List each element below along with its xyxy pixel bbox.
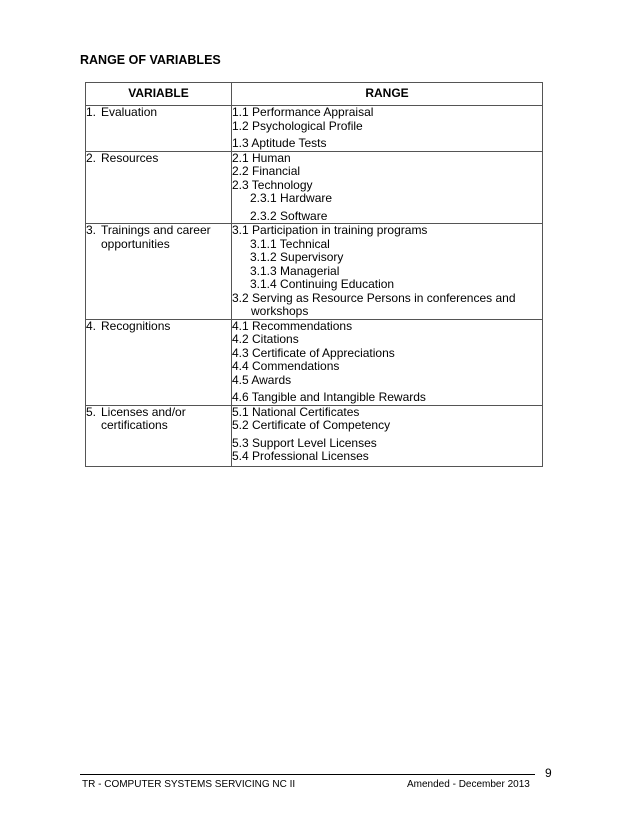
variable-label: Evaluation [101,105,158,119]
page-title: RANGE OF VARIABLES [80,53,221,67]
header-variable: VARIABLE [86,83,232,106]
table-row [86,405,543,466]
range-item: 1.2 Psychological Profile [232,118,363,133]
range-cell [232,224,543,320]
variable-cell [86,405,232,466]
range-item: 2.2 Financial [232,164,301,178]
variable-number: 2. [86,150,97,165]
footer-amendment-date: Amended - December 2013 [407,779,530,790]
range-item: 4.1 Recommendations [232,318,353,333]
range-cell [232,319,543,405]
range-cell [232,405,543,466]
table-row [86,319,543,405]
range-item-continuation: workshops [251,304,309,318]
range-subitem: 3.1.2 Supervisory [250,250,344,264]
range-item: 1.1 Performance Appraisal [232,105,374,119]
range-item: 5.4 Professional Licenses [232,449,369,463]
footer-divider [80,774,535,775]
range-item: 3.2 Serving as Resource Persons in conferences and [232,290,516,305]
variable-label: Recognitions [101,318,171,333]
table-row [86,106,543,152]
range-cell [232,151,543,224]
range-item: 4.3 Certificate of Appreciations [232,345,395,360]
range-item: 5.1 National Certificates [232,404,360,419]
header-range: RANGE [232,83,543,106]
variable-number: 5. [86,404,97,419]
variable-number: 3. [86,223,97,237]
page-number: 9 [545,766,552,780]
range-subitem: 3.1.4 Continuing Education [250,277,395,291]
range-subitem: 3.1.1 Technical [250,236,330,251]
range-of-variables-table [85,82,543,467]
range-item: 3.1 Participation in training programs [232,223,428,237]
variable-label: Trainings and career opportunities [101,223,211,251]
range-item: 4.2 Citations [232,332,299,346]
range-item: 4.4 Commendations [232,359,340,373]
range-item: 4.5 Awards [232,372,292,387]
table-header-row [86,83,543,106]
range-item: 5.3 Support Level Licenses [232,435,377,450]
range-item: 4.6 Tangible and Intangible Rewards [232,390,426,404]
variable-number: 4. [86,318,97,333]
range-subitem: 2.3.1 Hardware [250,191,333,205]
range-item: 5.2 Certificate of Competency [232,418,391,432]
range-item: 2.3 Technology [232,177,313,192]
range-item: 2.1 Human [232,150,291,165]
table-row [86,151,543,224]
variable-cell [86,319,232,405]
variable-cell [86,106,232,152]
variable-label: Resources [101,150,159,165]
range-subitem: 2.3.2 Software [250,208,328,223]
table-row [86,224,543,320]
variable-cell [86,224,232,320]
footer-document-title: TR - COMPUTER SYSTEMS SERVICING NC II [82,779,296,790]
range-subitem: 3.1.3 Managerial [250,263,340,278]
variable-cell [86,151,232,224]
range-cell [232,106,543,152]
variable-label: Licenses and/or certifications [101,404,186,432]
range-item: 1.3 Aptitude Tests [232,136,327,150]
variable-number: 1. [86,105,97,119]
